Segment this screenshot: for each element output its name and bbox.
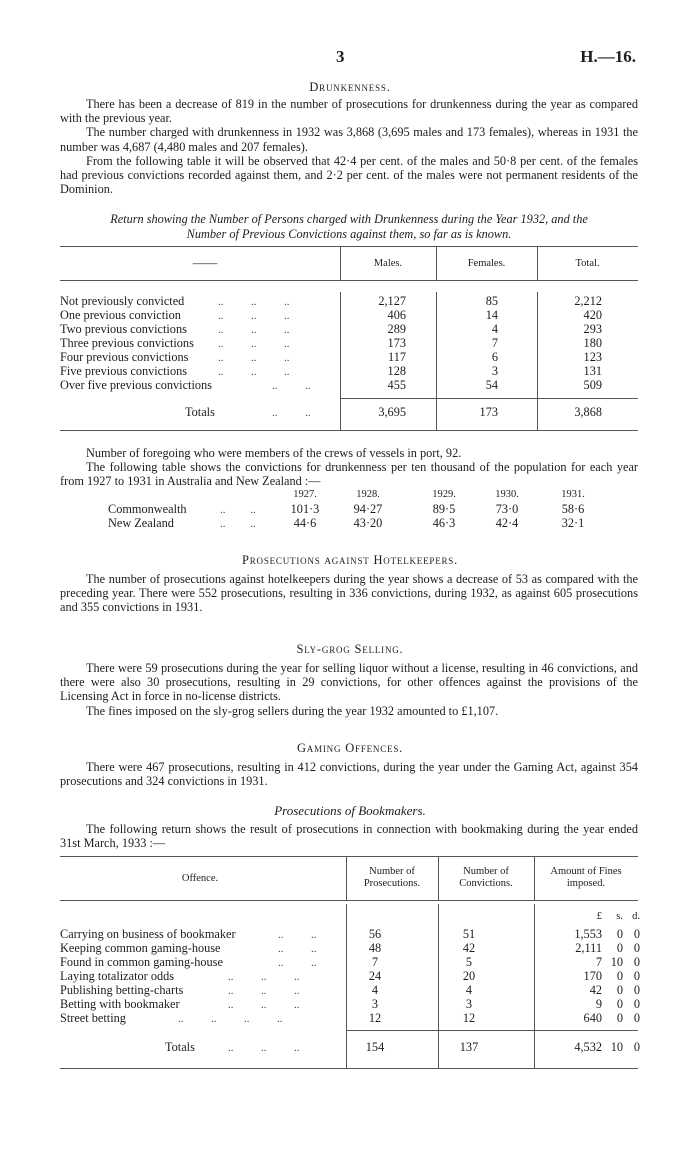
leader-dots: .. .. (220, 518, 256, 530)
header-line: Number of (463, 866, 509, 877)
fines-total-pounds: 4,532 (574, 1040, 602, 1054)
row-label: Not previously convicted (60, 294, 185, 308)
leader-dots: .. .. .. (228, 971, 300, 983)
hotelkeepers-text (60, 572, 638, 615)
females-value: 85 (485, 294, 498, 308)
rate-value: 43·20 (353, 516, 383, 530)
leader-dots: .. .. .. (228, 999, 300, 1011)
convictions-value: 5 (465, 955, 473, 969)
table-bottom-rule (60, 430, 638, 431)
leader-dots: .. .. .. (218, 310, 290, 322)
leader-dots: .. .. (278, 929, 317, 941)
header-line: Amount of Fines (550, 866, 622, 877)
convictions-value: 20 (462, 969, 476, 983)
drunkenness-table-caption (60, 212, 638, 242)
males-value: 455 (387, 378, 406, 392)
fine-pounds: 7 (595, 955, 602, 969)
table-header-rule (60, 900, 638, 901)
fine-pence: 0 (633, 927, 640, 941)
gaming-heading: Gaming Offences. (296, 741, 404, 755)
females-total: 173 (479, 405, 498, 419)
fine-pounds: 2,111 (575, 941, 602, 955)
leader-dots: .. .. .. (218, 366, 290, 378)
hotelkeepers-heading: Prosecutions against Hotelkeepers. (241, 553, 459, 567)
leader-dots: .. .. .. (218, 324, 290, 336)
rate-value: 44·6 (293, 516, 317, 530)
fine-shillings: 0 (616, 941, 623, 955)
convictions-column-header (438, 866, 534, 890)
total-value: 509 (583, 378, 602, 392)
header-line: Number of (369, 866, 415, 877)
header-line: imposed. (566, 878, 606, 889)
paragraph: The number of prosecutions against hotelkeepers during the year shows a decrease of 53 as compared with the preceding year. There were 552 prosecutions, resulting in 336 convictions, during 1932, as against 605 prosecutions and 355 convictions in 1931. (60, 572, 638, 615)
table-top-rule (60, 246, 638, 247)
gaming-text (60, 760, 638, 788)
header-line: Convictions. (459, 878, 513, 889)
fine-pence: 0 (633, 983, 640, 997)
row-label: One previous conviction (60, 308, 181, 322)
row-label: Publishing betting-charts (60, 983, 184, 997)
paragraph: The number charged with drunkenness in 1932 was 3,868 (3,695 males and 173 females), whereas in 1931 the number was 4,687 (4,480 males and 207 females). (60, 125, 638, 154)
total-value: 293 (583, 322, 602, 336)
totals-rule (346, 1030, 638, 1031)
row-label: Street betting (60, 1011, 126, 1025)
offence-column-header: Offence. (181, 873, 219, 884)
prosecutions-value: 12 (368, 1011, 382, 1025)
row-label: Found in common gaming-house (60, 955, 223, 969)
leader-dots: .. .. (220, 504, 256, 516)
fine-shillings: 0 (616, 927, 623, 941)
blank-column-header: —— (192, 256, 218, 270)
rate-value: 89·5 (432, 502, 456, 516)
row-label: Keeping common gaming-house (60, 941, 221, 955)
header-line: Prosecutions. (363, 878, 421, 889)
males-value: 406 (387, 308, 406, 322)
prosecutions-value: 3 (371, 997, 379, 1011)
year-header: 1931. (561, 489, 585, 500)
fine-pence: 0 (633, 997, 640, 1011)
leader-dots: .. .. .. (218, 296, 290, 308)
leader-dots: .. .. .. (228, 1042, 300, 1054)
paper-reference: H.—16. (580, 47, 636, 66)
year-header: 1930. (495, 489, 519, 500)
males-value: 128 (387, 364, 406, 378)
total-value: 420 (583, 308, 602, 322)
convictions-total: 137 (459, 1040, 479, 1054)
drunkenness-text (60, 97, 638, 196)
prosecutions-value: 48 (368, 941, 382, 955)
totals-label: Totals (185, 405, 215, 419)
males-value: 173 (387, 336, 406, 350)
fine-pounds: 9 (595, 997, 602, 1011)
rate-value: 46·3 (432, 516, 456, 530)
females-value: 14 (485, 308, 498, 322)
row-label: Five previous convictions (60, 364, 188, 378)
caption-line: Return showing the Number of Persons charged with Drunkenness during the Year 1932, and the (110, 212, 588, 226)
fine-pence: 0 (633, 955, 640, 969)
caption-line: Number of Previous Convictions against them, so far as is known. (186, 227, 512, 241)
fine-pence: 0 (633, 1011, 640, 1025)
paragraph: There were 59 prosecutions during the year for selling liquor without a license, resulting in 46 convictions, and there were also 30 prosecutions, resulting in 29 convictions, for other offences against the provisions of the Licensing Act in force in no-license districts. (60, 661, 638, 704)
females-column-header: Females. (467, 258, 506, 269)
leader-dots: .. .. (278, 943, 317, 955)
shillings-unit: s. (616, 911, 623, 922)
leader-dots: .. .. (272, 380, 311, 392)
year-header: 1929. (432, 489, 456, 500)
males-total: 3,695 (378, 405, 406, 419)
prosecutions-column-header (346, 866, 438, 890)
leader-dots: .. .. (272, 407, 311, 419)
fine-pence: 0 (633, 941, 640, 955)
pence-unit: d. (632, 911, 640, 922)
females-value: 3 (491, 364, 498, 378)
convictions-value: 4 (465, 983, 473, 997)
females-value: 7 (491, 336, 498, 350)
total-column-header: Total. (575, 258, 600, 269)
paragraph: The following return shows the result of prosecutions in connection with bookmaking during the year ended 31st March, 1933 :— (60, 822, 638, 851)
fine-pence: 0 (633, 969, 640, 983)
total-value: 2,212 (574, 294, 602, 308)
convictions-value: 12 (462, 1011, 476, 1025)
total-value: 123 (583, 350, 602, 364)
males-value: 289 (387, 322, 406, 336)
pounds-unit: £ (596, 911, 602, 922)
rate-value: 94·27 (353, 502, 383, 516)
row-label: Carrying on business of bookmaker (60, 927, 236, 941)
drunkenness-followup-text (60, 446, 638, 489)
fines-total-pence: 0 (633, 1040, 640, 1054)
table-top-rule (60, 856, 638, 857)
leader-dots: .. .. (278, 957, 317, 969)
year-header: 1927. (293, 489, 317, 500)
fines-total-shillings: 10 (610, 1040, 623, 1054)
slygrog-heading: Sly-grog Selling. (296, 642, 404, 656)
males-column-header: Males. (373, 258, 403, 269)
row-label: Three previous convictions (60, 336, 194, 350)
paragraph: There has been a decrease of 819 in the number of prosecutions for drunkenness during the year as compared with the previous year. (60, 97, 638, 126)
page-number: 3 (336, 47, 345, 66)
females-value: 6 (491, 350, 498, 364)
rate-row-label: New Zealand (108, 516, 174, 530)
fine-shillings: 0 (616, 983, 623, 997)
fine-pounds: 42 (589, 983, 602, 997)
paragraph: Number of foregoing who were members of the crews of vessels in port, 92. (86, 446, 462, 460)
total-value: 180 (583, 336, 602, 350)
row-label: Two previous convictions (60, 322, 187, 336)
year-header: 1928. (356, 489, 380, 500)
bookmakers-heading: Prosecutions of Bookmakers. (274, 803, 426, 818)
rate-value: 32·1 (561, 516, 585, 530)
fine-shillings: 10 (610, 955, 623, 969)
rate-value: 73·0 (495, 502, 519, 516)
row-label: Laying totalizator odds (60, 969, 175, 983)
fine-shillings: 0 (616, 1011, 623, 1025)
table-bottom-rule (60, 1068, 638, 1069)
prosecutions-value: 4 (371, 983, 379, 997)
row-label: Betting with bookmaker (60, 997, 180, 1011)
slygrog-text (60, 661, 638, 718)
leader-dots: .. .. .. (228, 985, 300, 997)
fine-pounds: 1,553 (574, 927, 602, 941)
males-value: 2,127 (378, 294, 406, 308)
bookmakers-text (60, 822, 638, 850)
totals-rule (340, 398, 638, 399)
males-value: 117 (388, 350, 406, 364)
rate-value: 42·4 (495, 516, 519, 530)
fine-shillings: 0 (616, 997, 623, 1011)
rate-value: 101·3 (290, 502, 320, 516)
paragraph: There were 467 prosecutions, resulting in 412 convictions, during the year under the Gaming Act, against 354 prosecutions and 324 convictions in 1931. (60, 760, 638, 789)
females-value: 54 (485, 378, 498, 392)
leader-dots: .. .. .. (218, 338, 290, 350)
rate-value: 58·6 (561, 502, 585, 516)
rate-row-label: Commonwealth (108, 502, 187, 516)
totals-label: Totals (165, 1040, 195, 1054)
convictions-value: 42 (462, 941, 476, 955)
grand-total: 3,868 (574, 405, 602, 419)
drunkenness-heading: Drunkenness. (309, 80, 391, 94)
fines-column-header (534, 866, 638, 890)
prosecutions-value: 24 (368, 969, 382, 983)
row-label: Over five previous convictions (60, 378, 212, 392)
fine-pounds: 640 (583, 1011, 602, 1025)
convictions-value: 3 (465, 997, 473, 1011)
fine-pounds: 170 (583, 969, 602, 983)
table-header-rule (60, 280, 638, 281)
paragraph: From the following table it will be observed that 42·4 per cent. of the males and 50·8 per cent. of the females had previous convictions recorded against them, and 2·2 per cent. of the males were not permanent residents of the Dominion. (60, 153, 638, 197)
total-value: 131 (583, 364, 602, 378)
females-value: 4 (491, 322, 498, 336)
prosecutions-value: 7 (371, 955, 379, 969)
paragraph: The fines imposed on the sly-grog sellers during the year 1932 amounted to £1,107. (86, 703, 499, 718)
col-divider (534, 904, 535, 1068)
row-label: Four previous convictions (60, 350, 189, 364)
leader-dots: .. .. .. .. (178, 1013, 283, 1025)
fine-shillings: 0 (616, 969, 623, 983)
convictions-value: 51 (462, 927, 476, 941)
paragraph: The following table shows the convictions for drunkenness per ten thousand of the population for each year from 1927 to 1931 in Australia and New Zealand :— (60, 460, 638, 489)
prosecutions-total: 154 (365, 1040, 385, 1054)
leader-dots: .. .. .. (218, 352, 290, 364)
prosecutions-value: 56 (368, 927, 382, 941)
